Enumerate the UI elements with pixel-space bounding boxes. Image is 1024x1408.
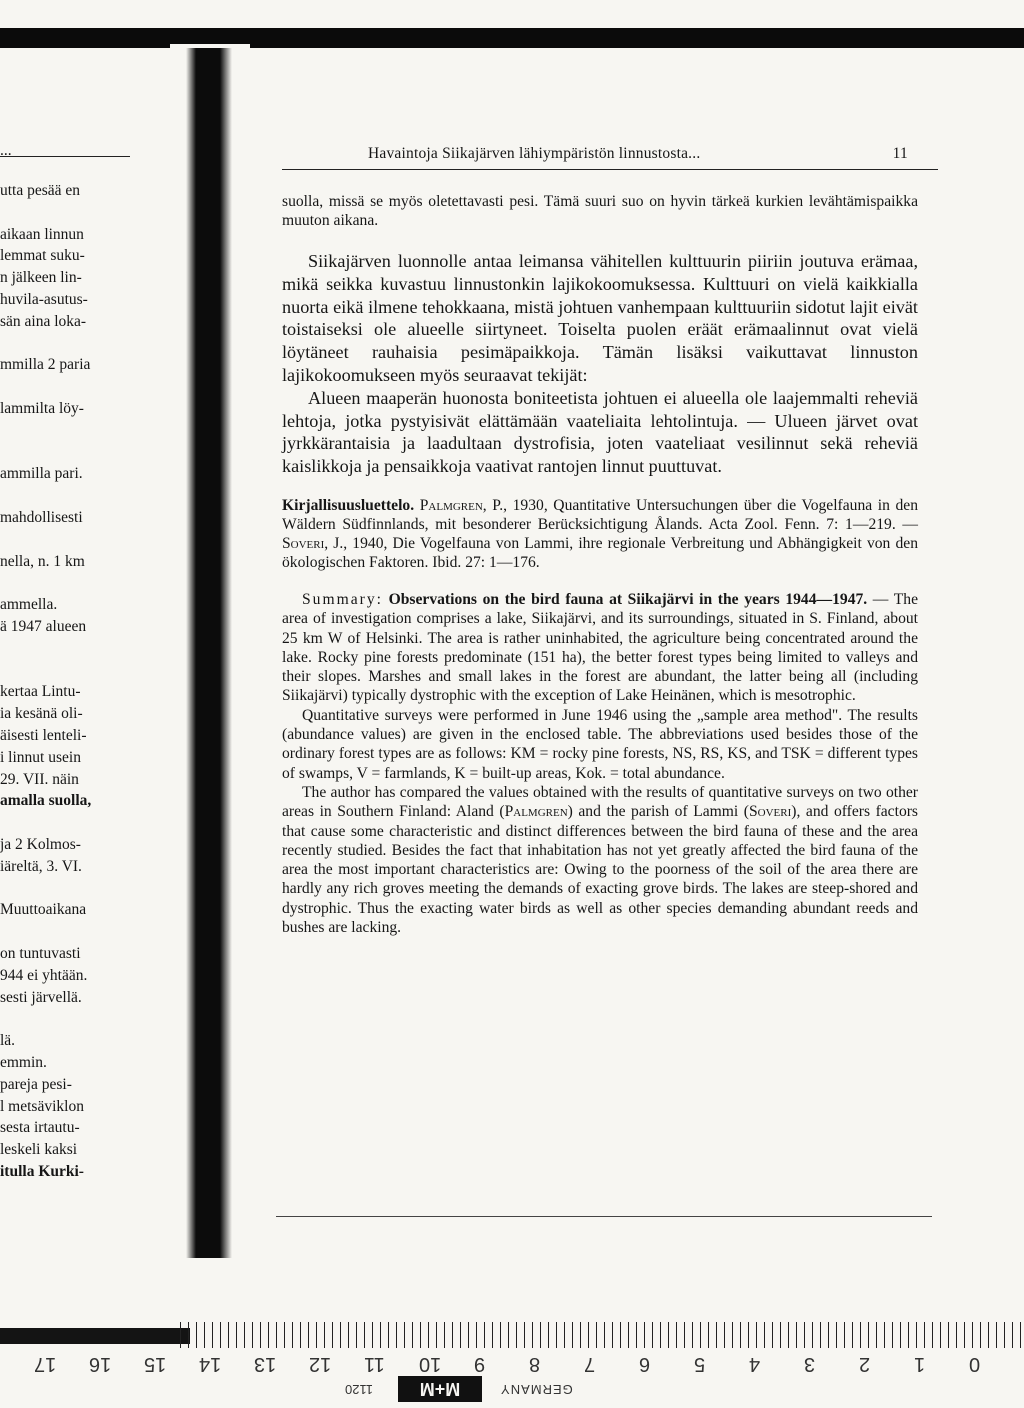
ruler-number: 11: [364, 1353, 385, 1375]
ruler-number: 1: [914, 1353, 926, 1375]
facing-page-rule: [0, 156, 130, 157]
facing-page-line: Muuttoaikana: [0, 901, 87, 919]
scan-ruler: [0, 1310, 1024, 1408]
facing-page-line: lemmat suku-: [0, 247, 85, 265]
ruler-dark-band: [0, 1328, 190, 1344]
summary-text-1: — The area of investigation comprises a lake, Siikajärvi, and its surroundings, situated in S. Finland, about 25 km W of Helsinki. The area is rather uninhabited, the agriculture being concentrated around the lake. Rocky pine forests predominate (151 ha), the better forest types being limited to valleys and their slopes. Marshes and small lakes in the forest are abundant, the latter being all (including Siikajärvi) typically dystrophic with the exception of Lake Heinänen, which is mesotrophic.: [282, 590, 918, 705]
facing-page-line: ammilla pari.: [0, 465, 83, 483]
ref-text-1: , P., 1930, Quantitative Untersuchungen über die Vogelfauna in den Wäldern Südfinnlands, mit besonderer Berücksichtigung Ålands. Acta Zool. Fenn. 7: 1—219. —: [282, 496, 919, 533]
facing-page-line: iäreltä, 3. VI.: [0, 857, 82, 875]
facing-page-line: kertaa Lintu-: [0, 683, 81, 701]
facing-page-line: utta pesää en: [0, 182, 81, 199]
facing-page-line: pareja pesi-: [0, 1075, 72, 1093]
summary-text-3a: The author has compared the values obtained with the results of quantitative surveys on two other areas in Southern Finland: Aland (: [282, 783, 918, 821]
references-heading: Kirjallisuusluettelo.: [282, 496, 415, 514]
header-rule: [282, 169, 938, 170]
ruler-number: 14: [199, 1353, 222, 1375]
facing-page-line: ia kesänä oli-: [0, 705, 83, 723]
facing-page-line: ja 2 Kolmos-: [0, 836, 81, 853]
ruler-number: 8: [529, 1353, 541, 1375]
references: [282, 496, 918, 572]
facing-page-line: mahdollisesti: [0, 509, 83, 526]
ruler-number: 12: [309, 1353, 332, 1375]
facing-page-line: leskeli kaksi: [0, 1141, 78, 1159]
book-gutter-shadow: [186, 48, 232, 1258]
summary-paragraph-2: Quantitative surveys were performed in June 1946 using the „sample area method". The results (abundance values) are given in the enclosed table. The abbreviations used besides those of the ordinary forest types are as follows: KM = rocky pine forests, NS, RS, KS, and TSK = different types of swamps, V = farmlands, K = built-up areas, Kok. = total abundance.: [282, 706, 918, 782]
summary-title: Observations on the bird fauna at Siikajärvi in the years 1944—1947.: [388, 590, 868, 608]
facing-page-line: nella, n. 1 km: [0, 552, 85, 570]
summary-paragraph-1: [282, 590, 918, 706]
summary: [282, 590, 918, 937]
ref-text-2: , J., 1940, Die Vogelfauna von Lammi, ihre regionale Verbreitung und Abhängigkeit von den ökologischen Faktoren. Ibid. 27: 1—176.: [282, 534, 918, 571]
summary-text-3c: ), and offers factors that cause some characteristic and distinct differences between the bird fauna of these and the area recently studied. Besides the fact that inhabitation has not yet greatly affected the bird fauna of the area the most important characteristics are: Owing to the poorness of the soil of the area there are hardly any rich groves meeting the demands of exacting grove birds. The lakes are steep-shored and dystrophic. Thus the exacting water birds as well as other species demanding abundant reeds and bushes are lacking.: [282, 803, 918, 937]
summary-paragraph-3: [282, 783, 918, 937]
ruler-code: 1120: [345, 1382, 373, 1397]
ruler-number: 3: [804, 1353, 816, 1375]
facing-page-line: sesti järvellä.: [0, 988, 82, 1006]
main-paragraph-1: Siikajärven luonnolle antaa leimansa vähitellen kulttuurin piiriin joutuva erämaa, mikä seikka kuvastuu linnustonkin lajikokoomuksessa. Kulttuuri on vielä kaikkialla nuorta eikä ilmene tehokkaana, mistä johtuen vanhempaan kulttuuriin sidotut lajit eivät toistaiseksi ole alueelle siirtyneet. Toiselta puolen eräät erämaalinnut ovat vielä löytäneet rauhaisia pesimäpaikkoja. Tämän lisäksi vaikuttavat linnuston lajikokoomukseen myös seuraavat tekijät:: [282, 251, 918, 385]
facing-page-line: i linnut usein: [0, 748, 81, 766]
page-content: [282, 145, 918, 937]
ruler-number: 4: [749, 1353, 761, 1375]
facing-page-line: n jälkeen lin-: [0, 269, 82, 287]
facing-page-line: ...: [0, 142, 12, 159]
ruler-number: 0: [969, 1353, 981, 1375]
facing-page-line: sesta irtautu-: [0, 1119, 80, 1137]
ruler-logo: M+M: [398, 1376, 482, 1402]
facing-page-line: ammella.: [0, 596, 58, 614]
facing-page-line: huvila-asutus-: [0, 291, 88, 308]
facing-page-line: lammilta löy-: [0, 400, 84, 417]
running-head-title: Havaintoja Siikajärven lähiympäristön linnustosta...: [368, 145, 701, 162]
facing-page-line: aikaan linnun: [0, 225, 84, 243]
facing-page-line: 29. VII. näin: [0, 770, 79, 788]
page-number: 11: [892, 145, 908, 162]
facing-page-line: emmin.: [0, 1054, 47, 1071]
facing-page-line: sän aina loka-: [0, 312, 87, 330]
facing-page-line: ä 1947 alueen: [0, 618, 87, 635]
ref-author-soveri: Soveri: [282, 534, 325, 552]
ruler-number: 10: [419, 1353, 442, 1375]
scan-top-bar: [0, 28, 1024, 48]
main-text: [282, 250, 918, 478]
facing-page-line: lä.: [0, 1032, 16, 1050]
ruler-number: 9: [474, 1353, 486, 1375]
intro-paragraph: suolla, missä se myös oletettavasti pesi. Tämä suuri suo on hyvin tärkeä kurkien levähtämispaikka muuton aikana.: [282, 193, 918, 229]
summary-label: Summary:: [302, 590, 383, 608]
facing-page-line: äisesti lenteli-: [0, 727, 87, 744]
ruler-number: 17: [34, 1353, 57, 1375]
ruler-number: 7: [584, 1353, 596, 1375]
summary-author-palmgren: Palmgren: [504, 803, 568, 821]
summary-text-3b: ) and the parish of Lammi (: [567, 803, 749, 821]
page-bottom-rule: [276, 1216, 932, 1217]
facing-page-line: 944 ei yhtään.: [0, 966, 88, 984]
ruler-ticks: [180, 1322, 1024, 1348]
ruler-country: GERMANY: [500, 1382, 573, 1397]
facing-page-line: amalla suolla,: [0, 792, 92, 810]
ruler-number: 6: [639, 1353, 651, 1375]
ruler-number: 16: [89, 1353, 112, 1375]
ruler-number: 2: [859, 1353, 871, 1375]
facing-page-line: on tuntuvasti: [0, 945, 81, 962]
main-paragraph-2: Alueen maaperän huonosta boniteetista johtuen ei alueella ole laajemmalti reheviä lehtoja, jotka pystyisivät elättämään vaateliaita lehtolintuja. — Ulueen järvet ovat jyrkkärantaisia ja laadultaan dystrofisia, joten vaateliaat vesilinnut sekä reheviä kaislikkoja ja pensaikkoja vaativat rantojen linnut puuttuvat.: [282, 387, 918, 477]
summary-author-soveri: Soveri: [748, 803, 792, 821]
ref-author-palmgren: Palmgren: [419, 496, 483, 514]
facing-page-fragment: [0, 142, 130, 1202]
facing-page-line: l metsäviklon: [0, 1097, 84, 1115]
facing-page-line: mmilla 2 paria: [0, 356, 91, 374]
ruler-number: 5: [694, 1353, 706, 1375]
facing-page-line: itulla Kurki-: [0, 1163, 84, 1180]
ruler-number: 15: [144, 1353, 167, 1375]
ruler-number: 13: [254, 1353, 277, 1375]
running-head: [282, 145, 918, 167]
